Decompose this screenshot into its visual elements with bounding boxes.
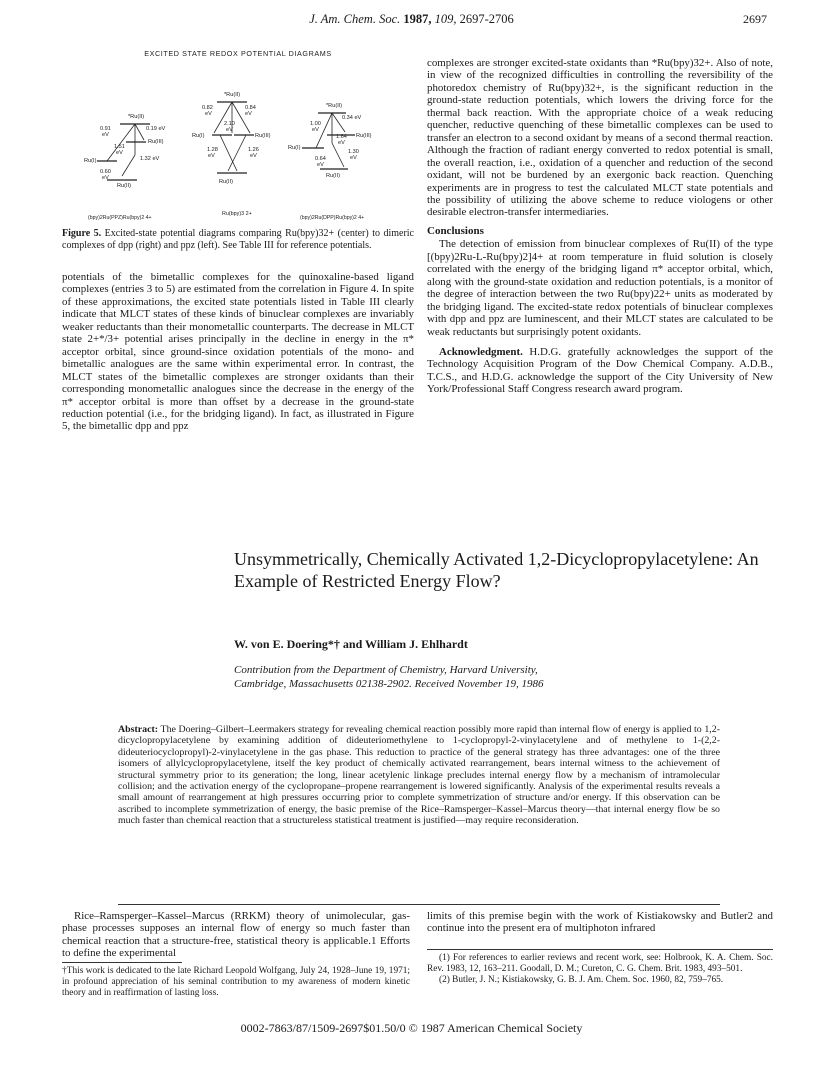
right-formula: (bpy)2Ru(DPP)Ru(bpy)2 4+	[300, 215, 365, 221]
journal-volume: 109,	[434, 12, 457, 26]
right-v2: 1.00	[310, 121, 321, 127]
left-column-text	[62, 271, 414, 433]
right-v4-unit: eV	[350, 155, 357, 161]
right-ruiii: Ru(III)	[356, 133, 372, 139]
right-ruii-bottom: Ru(II)	[326, 173, 340, 179]
center-v1: 0.82	[202, 105, 213, 111]
intro-right-text: limits of this premise begin with the work of Kistiakowsky and Butler2 and continue into the present era of multiphoton infrared	[427, 910, 773, 935]
abstract-label: Abstract:	[118, 724, 159, 735]
running-head	[0, 12, 823, 27]
journal-year: 1987,	[403, 12, 432, 26]
right-v3: 1.64	[336, 134, 347, 140]
article-affiliation	[234, 664, 774, 691]
figure-5	[62, 45, 414, 225]
center-ruii-bottom: Ru(II)	[219, 179, 233, 185]
left-paragraph: potentials of the bimetallic complexes for the quinoxaline-based ligand complexes (entries 3 to 5) are estimated from the correlation in Figure 4. In spite of these approximations, the excited state potentials listed in Table III clearly indicate that MLCT states of these kinds of binuclear complexes are invariably weaker reductants than their monometallic counterparts. The decrease in MLCT state 2+*/3+ potential arises principally in the decline in energy in the π* acceptor orbital, since ground-since oxidation potentials of the mono- and bimetallic analogues are the same within experimental error. In contrast, the MLCT states of the bimetallic complexes are stronger oxidants than their corresponding monometallic analogues since the decrease in the energy of the π* acceptor orbital is more than offset by a decrease in the ground-state reduction potential (i.e., for the bridging ligand). In fact, as illustrated in Figure 5, the bimetallic dpp and ppz	[62, 271, 414, 433]
figure-heading: EXCITED STATE REDOX POTENTIAL DIAGRAMS	[144, 49, 332, 58]
center-formula: Ru(bpy)3 2+	[222, 211, 252, 217]
left-v1-unit: eV	[102, 132, 109, 138]
left-v1: 0.91	[100, 126, 111, 132]
affiliation-line-2: Cambridge, Massachusetts 02138-2902. Received November 19, 1986	[234, 677, 544, 690]
acknowledgment-text: H.D.G. gratefully acknowledges the support of the Technology Acquisition Program of the Dow Chemical Company. A.D.B., T.C.S., and H.D.G. acknowledge the support of the City University of New York/Professional Staff Congress research award program.	[427, 345, 773, 396]
page-header	[0, 10, 823, 30]
journal-pages: 2697-2706	[459, 12, 514, 26]
center-diagram	[192, 92, 271, 217]
figure-caption-text: Excited-state potential diagrams comparing Ru(bpy)32+ (center) to dimeric complexes of dpp (right) and ppz (left). See Table III for reference potentials.	[62, 228, 414, 251]
affiliation-line-1: Contribution from the Department of Chemistry, Harvard University,	[234, 664, 538, 676]
right-rui: Ru(I)	[288, 145, 301, 151]
page-footer: 0002-7863/87/1509-2697$01.50/0 © 1987 American Chemical Society	[240, 1021, 583, 1035]
left-v5: 0.60	[100, 169, 111, 175]
center-v5-unit: eV	[250, 153, 257, 159]
left-ruii-bottom: Ru(II)	[117, 183, 131, 189]
article-title: Unsymmetrically, Chemically Activated 1,2-Dicyclopropylacetylene: An Example of Restricted Energy Flow?	[234, 549, 759, 591]
right-v5: 0.64	[315, 156, 326, 162]
left-rui: Ru(I)	[84, 158, 97, 164]
left-v4: 1.32 eV	[140, 156, 160, 162]
page-number: 2697	[743, 12, 767, 26]
footnote-dagger: †This work is dedicated to the late Richard Leopold Wolfgang, July 24, 1928–June 19, 1971; in profound appreciation of his seminal contribution to my awareness of modern kinetic theory and in reaffirmation of lasting loss.	[62, 966, 410, 998]
conclusions-heading: Conclusions	[427, 224, 484, 237]
left-formula: (bpy)2Ru(PPZ)Ru(bpy)2 4+	[88, 215, 152, 221]
figure-caption-label: Figure 5.	[62, 228, 102, 239]
intro-left-text: Rice–Ramsperger–Kassel–Marcus (RRKM) theory of unimolecular, gas-phase processes supposes an internal flow of energy so much faster than chemical reaction that a structure-free, statistical theory is applicable.1 Efforts to define the experimental	[62, 910, 410, 960]
conclusions-paragraph: The detection of emission from binuclear complexes of Ru(II) of the type [(bpy)2Ru-L-Ru(bpy)2]4+ at room temperature in fluid solution is closely correlated with the energy of the bridging ligand π* acceptor orbital, which, along with the ground-state oxidation and reduction potentials, is a monitor of the degree of interaction between the two Ru(bpy)22+ units as moderated by the bridging ligand. The excited-state redox potentials of binuclear complexes with dpp and ppz are luminescent, and their MLCT states are calculated to be weak reductants but surprisingly potent oxidants.	[427, 238, 773, 338]
left-v3-unit: eV	[116, 150, 123, 156]
center-top-label: *Ru(II)	[224, 92, 241, 98]
right-v3-unit: eV	[338, 140, 345, 146]
article-authors: W. von E. Doering*† and William J. Ehlhardt	[234, 637, 468, 651]
center-v3: 2.10	[224, 121, 235, 127]
article-title-block	[234, 548, 774, 592]
center-ruiii: Ru(III)	[255, 133, 271, 139]
acknowledgment-paragraph	[427, 346, 773, 396]
figure-caption	[62, 228, 414, 251]
footnote-2: (2) Butler, J. N.; Kistiakowsky, G. B. J. Am. Chem. Soc. 1960, 82, 759–765.	[439, 975, 724, 985]
abstract-text: The Doering–Gilbert–Leermakers strategy for revealing chemical reaction possibly more rapid than internal flow of energy is applied to 1,2-dicyclopropylacetylene by examining addition of dideuteriomethylene to 1-cyclopropyl-2-vinylacetylene and of methylene to 1-(2,2-dideuteriocyclopropyl)-2-vinylacetylene in the gas phase. This reduction to practice of the general strategy has three advantages: one of the three isomers of allylcyclopropylacetylene, itself the key product of chemically activated rearrangement, bears internal witness to the achievement of structural symmetry prior to its generation; the long, linear acetylenic linkage precludes internal energy flow by a mechanism of intramolecular collision; and the activation energy of the cyclopropane–propene rearrangement is lowered significantly. Analysis of the experimental results reveals a small amount of rearrangement at high pressures occurring prior to complete symmetrization of structure and/or energy. If this observation can be ascribed to incomplete symmetrization of energy, the basic premise of the Rice–Ramsperger–Kassel–Marcus theory—that internal energy flow be so much faster than chemical reaction that a structureless statistical treatment is justified—may require reconsideration.	[118, 724, 720, 827]
left-top-label: *Ru(II)	[128, 114, 145, 120]
journal-name: J. Am. Chem. Soc.	[309, 12, 401, 26]
left-ruiii: Ru(III)	[148, 139, 164, 145]
center-v3-unit: eV	[226, 127, 233, 133]
left-v3: 1.51	[114, 144, 125, 150]
footnote-1: (1) For references to earlier reviews and recent work, see: Holbrook, K. A. Chem. Soc. Rev. 1983, 12, 163–211. Goodall, D. M.; Cureton, C. G. Chem. Brit. 1983, 493–501.	[427, 953, 773, 974]
center-v4: 1.28	[207, 147, 218, 153]
abstract-divider	[118, 904, 720, 905]
center-v2-unit: eV	[245, 111, 252, 117]
footnote-rule-left	[62, 962, 182, 963]
center-rui: Ru(I)	[192, 133, 205, 139]
right-v2-unit: eV	[312, 127, 319, 133]
footnotes-right	[427, 953, 773, 986]
left-v5-unit: eV	[102, 175, 109, 181]
abstract	[118, 724, 720, 827]
center-v5: 1.26	[248, 147, 259, 153]
right-v1: 0.34 eV	[342, 115, 362, 121]
intro-left	[62, 910, 410, 960]
left-v2: 0.19 eV	[146, 126, 166, 132]
intro-right	[427, 910, 773, 935]
right-v5-unit: eV	[317, 162, 324, 168]
footnote-rule-right	[427, 949, 773, 950]
right-top-label: *Ru(II)	[326, 103, 343, 109]
center-v1-unit: eV	[205, 111, 212, 117]
right-paragraph-1: complexes are stronger excited-state oxidants than *Ru(bpy)32+. Also of note, in view of the recognized difficulties in controlling the reversibility of the photoredox chemistry of Ru(bpy)32+, is the significant reduction in the ground-state reduction potentials, which lowers the driving force for the thermal back reaction. With the appropriate choice of a weak reducing quencher, reductive quenching of these bimetallic complexes can be used to transfer an electron to a second oxidant by means of a second thermal reaction. Although the fraction of radiant energy converted to redox potential is small, the overall reaction, i.e., oxidation of a quencher and reduction of the second oxidant, will not be burdened by an exergonic back reaction. Quenching experiments are in progress to test the calculated MLCT state potentials and the possibility of utilizing the above scheme to reduce viologens or other desirable electron-transfer intermediaries.	[427, 57, 773, 219]
center-v2: 0.84	[245, 105, 256, 111]
acknowledgment-heading: Acknowledgment.	[439, 345, 523, 358]
redox-diagram-svg	[62, 45, 414, 225]
right-v4: 1.30	[348, 149, 359, 155]
left-diagram	[84, 114, 166, 221]
right-diagram	[288, 103, 372, 221]
center-v4-unit: eV	[208, 153, 215, 159]
right-column-text	[427, 57, 773, 396]
